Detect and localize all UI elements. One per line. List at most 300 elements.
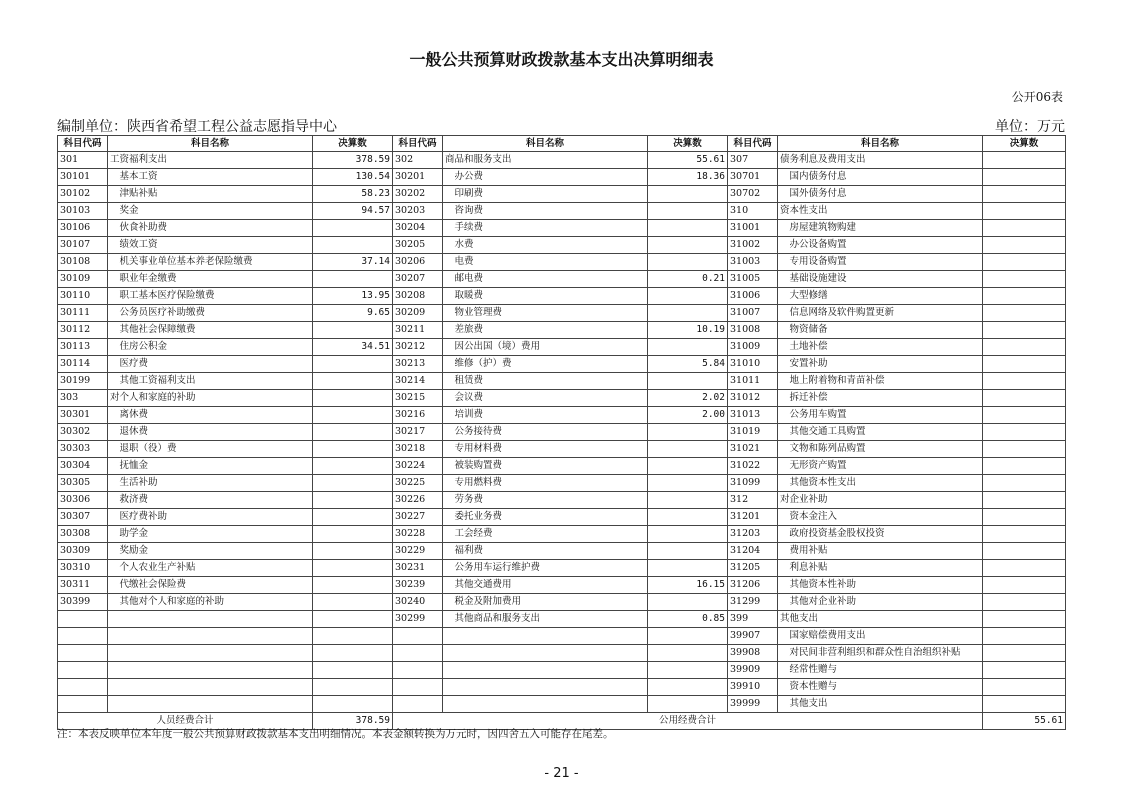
table-row	[58, 390, 1066, 407]
amount-cell	[313, 679, 393, 696]
amount-cell: 10.19	[648, 322, 728, 339]
name-cell	[443, 628, 648, 645]
amount-cell	[648, 526, 728, 543]
code-cell: 31010	[728, 356, 778, 373]
name-cell: 邮电费	[443, 271, 648, 288]
name-cell: 伙食补助费	[108, 220, 313, 237]
code-cell: 310	[728, 203, 778, 220]
code-cell: 30305	[58, 475, 108, 492]
code-cell: 30206	[393, 254, 443, 271]
table-number: 公开06表	[1011, 90, 1063, 104]
name-cell: 咨询费	[443, 203, 648, 220]
name-cell: 国内债务付息	[778, 169, 983, 186]
amount-cell	[983, 322, 1066, 339]
amount-cell	[648, 288, 728, 305]
name-cell: 个人农业生产补贴	[108, 560, 313, 577]
name-cell: 工会经费	[443, 526, 648, 543]
amount-cell: 130.54	[313, 169, 393, 186]
code-cell	[393, 696, 443, 713]
name-cell: 公务员医疗补助缴费	[108, 305, 313, 322]
name-cell: 其他对企业补助	[778, 594, 983, 611]
code-cell: 30301	[58, 407, 108, 424]
name-cell	[443, 696, 648, 713]
name-cell: 经常性赠与	[778, 662, 983, 679]
amount-cell	[983, 237, 1066, 254]
amount-cell	[983, 271, 1066, 288]
code-cell: 30306	[58, 492, 108, 509]
amount-cell: 13.95	[313, 288, 393, 305]
code-cell: 31002	[728, 237, 778, 254]
name-cell: 机关事业单位基本养老保险缴费	[108, 254, 313, 271]
name-cell: 其他支出	[778, 696, 983, 713]
amount-cell	[983, 152, 1066, 169]
amount-cell	[983, 339, 1066, 356]
amount-cell: 0.21	[648, 271, 728, 288]
code-cell: 31003	[728, 254, 778, 271]
code-cell: 39907	[728, 628, 778, 645]
code-cell: 307	[728, 152, 778, 169]
page-title: 一般公共预算财政拨款基本支出决算明细表	[409, 50, 714, 69]
code-cell: 30101	[58, 169, 108, 186]
amount-cell	[313, 356, 393, 373]
column-header: 科目代码	[728, 136, 778, 152]
amount-cell	[983, 356, 1066, 373]
name-cell: 公务用车运行维护费	[443, 560, 648, 577]
amount-cell	[983, 220, 1066, 237]
code-cell: 30702	[728, 186, 778, 203]
code-cell: 39909	[728, 662, 778, 679]
amount-cell: 378.59	[313, 152, 393, 169]
table-row	[58, 322, 1066, 339]
name-cell: 抚恤金	[108, 458, 313, 475]
amount-cell	[648, 441, 728, 458]
amount-cell	[648, 645, 728, 662]
table-row	[58, 220, 1066, 237]
code-cell: 39908	[728, 645, 778, 662]
code-cell: 30201	[393, 169, 443, 186]
column-header: 科目名称	[108, 136, 313, 152]
name-cell: 债务利息及费用支出	[778, 152, 983, 169]
amount-cell	[983, 288, 1066, 305]
unit-label: 单位：万元	[995, 119, 1065, 135]
code-cell: 30229	[393, 543, 443, 560]
amount-cell	[983, 305, 1066, 322]
code-cell: 30113	[58, 339, 108, 356]
public-total-label: 公用经费合计	[393, 713, 983, 730]
column-header: 科目代码	[393, 136, 443, 152]
amount-cell	[983, 186, 1066, 203]
name-cell: 电费	[443, 254, 648, 271]
name-cell: 国家赔偿费用支出	[778, 628, 983, 645]
code-cell: 30211	[393, 322, 443, 339]
code-cell: 30227	[393, 509, 443, 526]
code-cell: 30207	[393, 271, 443, 288]
code-cell: 30106	[58, 220, 108, 237]
code-cell: 30217	[393, 424, 443, 441]
amount-cell	[983, 662, 1066, 679]
amount-cell: 34.51	[313, 339, 393, 356]
name-cell: 津贴补贴	[108, 186, 313, 203]
code-cell: 39999	[728, 696, 778, 713]
table-row	[58, 594, 1066, 611]
code-cell: 30311	[58, 577, 108, 594]
name-cell	[443, 662, 648, 679]
amount-cell	[648, 560, 728, 577]
table-row	[58, 475, 1066, 492]
amount-cell	[648, 373, 728, 390]
code-cell: 30307	[58, 509, 108, 526]
name-cell: 印刷费	[443, 186, 648, 203]
table-row	[58, 628, 1066, 645]
name-cell: 救济费	[108, 492, 313, 509]
name-cell: 其他交通费用	[443, 577, 648, 594]
code-cell: 31021	[728, 441, 778, 458]
code-cell: 30309	[58, 543, 108, 560]
name-cell: 对个人和家庭的补助	[108, 390, 313, 407]
code-cell	[393, 628, 443, 645]
code-cell: 30212	[393, 339, 443, 356]
name-cell: 基本工资	[108, 169, 313, 186]
amount-cell	[983, 543, 1066, 560]
org-label: 编制单位：陕西省希望工程公益志愿指导中心	[57, 119, 337, 135]
name-cell	[108, 679, 313, 696]
code-cell: 30109	[58, 271, 108, 288]
amount-cell	[983, 577, 1066, 594]
code-cell: 30110	[58, 288, 108, 305]
amount-cell: 94.57	[313, 203, 393, 220]
amount-cell	[648, 475, 728, 492]
name-cell: 公务接待费	[443, 424, 648, 441]
amount-cell	[313, 237, 393, 254]
column-header: 科目名称	[443, 136, 648, 152]
name-cell	[443, 645, 648, 662]
code-cell: 30399	[58, 594, 108, 611]
name-cell: 物资储备	[778, 322, 983, 339]
amount-cell	[983, 373, 1066, 390]
amount-cell	[313, 662, 393, 679]
amount-cell: 2.00	[648, 407, 728, 424]
amount-cell	[983, 407, 1066, 424]
code-cell: 30239	[393, 577, 443, 594]
table-row	[58, 254, 1066, 271]
amount-cell	[648, 339, 728, 356]
name-cell: 其他资本性补助	[778, 577, 983, 594]
amount-cell	[313, 611, 393, 628]
name-cell: 其他交通工具购置	[778, 424, 983, 441]
code-cell: 30208	[393, 288, 443, 305]
amount-cell	[983, 390, 1066, 407]
table-row	[58, 288, 1066, 305]
amount-cell	[983, 611, 1066, 628]
amount-cell	[648, 509, 728, 526]
amount-cell	[983, 560, 1066, 577]
code-cell	[58, 679, 108, 696]
amount-cell	[313, 509, 393, 526]
amount-cell	[313, 696, 393, 713]
table-row	[58, 543, 1066, 560]
name-cell: 其他工资福利支出	[108, 373, 313, 390]
amount-cell: 18.36	[648, 169, 728, 186]
name-cell: 资本性支出	[778, 203, 983, 220]
amount-cell	[983, 441, 1066, 458]
table-row	[58, 441, 1066, 458]
code-cell: 30302	[58, 424, 108, 441]
amount-cell: 55.61	[648, 152, 728, 169]
name-cell: 水费	[443, 237, 648, 254]
amount-cell	[313, 458, 393, 475]
table-row	[58, 679, 1066, 696]
name-cell: 其他商品和服务支出	[443, 611, 648, 628]
code-cell	[58, 611, 108, 628]
name-cell: 物业管理费	[443, 305, 648, 322]
code-cell: 30215	[393, 390, 443, 407]
amount-cell	[313, 628, 393, 645]
code-cell: 30111	[58, 305, 108, 322]
name-cell: 其他支出	[778, 611, 983, 628]
page-number: - 21 -	[544, 766, 579, 781]
amount-cell	[313, 645, 393, 662]
amount-cell: 16.15	[648, 577, 728, 594]
name-cell: 租赁费	[443, 373, 648, 390]
code-cell	[393, 645, 443, 662]
amount-cell: 9.65	[313, 305, 393, 322]
code-cell: 31009	[728, 339, 778, 356]
code-cell: 31201	[728, 509, 778, 526]
name-cell: 对企业补助	[778, 492, 983, 509]
code-cell	[393, 679, 443, 696]
table-row	[58, 662, 1066, 679]
amount-cell	[648, 628, 728, 645]
name-cell: 大型修缮	[778, 288, 983, 305]
amount-cell	[648, 305, 728, 322]
name-cell: 手续费	[443, 220, 648, 237]
table-row	[58, 186, 1066, 203]
table-row	[58, 645, 1066, 662]
amount-cell	[313, 322, 393, 339]
amount-cell	[983, 475, 1066, 492]
name-cell: 离休费	[108, 407, 313, 424]
table-row	[58, 203, 1066, 220]
code-cell	[393, 662, 443, 679]
code-cell	[58, 696, 108, 713]
column-header: 决算数	[983, 136, 1066, 152]
code-cell: 31203	[728, 526, 778, 543]
amount-cell: 0.85	[648, 611, 728, 628]
table-row	[58, 577, 1066, 594]
code-cell: 30310	[58, 560, 108, 577]
column-header: 决算数	[313, 136, 393, 152]
table-row	[58, 339, 1066, 356]
column-header: 科目代码	[58, 136, 108, 152]
name-cell: 因公出国（境）费用	[443, 339, 648, 356]
amount-cell	[983, 169, 1066, 186]
name-cell: 医疗费	[108, 356, 313, 373]
code-cell: 30114	[58, 356, 108, 373]
name-cell: 专用材料费	[443, 441, 648, 458]
amount-cell	[313, 577, 393, 594]
table-row	[58, 356, 1066, 373]
amount-cell	[648, 696, 728, 713]
code-cell: 30112	[58, 322, 108, 339]
name-cell: 职工基本医疗保险缴费	[108, 288, 313, 305]
code-cell: 30225	[393, 475, 443, 492]
code-cell	[58, 662, 108, 679]
name-cell: 奖励金	[108, 543, 313, 560]
personnel-total-label: 人员经费合计	[58, 713, 313, 730]
name-cell: 奖金	[108, 203, 313, 220]
expenditure-detail-table	[57, 135, 1066, 730]
amount-cell	[313, 220, 393, 237]
code-cell: 31022	[728, 458, 778, 475]
code-cell: 31204	[728, 543, 778, 560]
code-cell: 303	[58, 390, 108, 407]
code-cell: 30205	[393, 237, 443, 254]
name-cell: 文物和陈列品购置	[778, 441, 983, 458]
code-cell: 31099	[728, 475, 778, 492]
code-cell: 31008	[728, 322, 778, 339]
code-cell: 31299	[728, 594, 778, 611]
public-total-value: 55.61	[983, 713, 1066, 730]
amount-cell	[648, 254, 728, 271]
code-cell: 30213	[393, 356, 443, 373]
name-cell: 拆迁补偿	[778, 390, 983, 407]
name-cell: 专用设备购置	[778, 254, 983, 271]
name-cell: 其他资本性支出	[778, 475, 983, 492]
table-row	[58, 611, 1066, 628]
name-cell: 差旅费	[443, 322, 648, 339]
table-row	[58, 169, 1066, 186]
name-cell: 无形资产购置	[778, 458, 983, 475]
code-cell: 30203	[393, 203, 443, 220]
name-cell: 对民间非营利组织和群众性自治组织补贴	[778, 645, 983, 662]
code-cell: 31006	[728, 288, 778, 305]
amount-cell	[313, 373, 393, 390]
amount-cell	[983, 526, 1066, 543]
code-cell: 39910	[728, 679, 778, 696]
table-row	[58, 152, 1066, 169]
name-cell: 国外债务付息	[778, 186, 983, 203]
code-cell: 30701	[728, 169, 778, 186]
name-cell: 被装购置费	[443, 458, 648, 475]
amount-cell	[648, 220, 728, 237]
name-cell: 会议费	[443, 390, 648, 407]
code-cell: 31011	[728, 373, 778, 390]
name-cell: 土地补偿	[778, 339, 983, 356]
name-cell: 安置补助	[778, 356, 983, 373]
code-cell: 30304	[58, 458, 108, 475]
code-cell: 30228	[393, 526, 443, 543]
name-cell: 政府投资基金股权投资	[778, 526, 983, 543]
table-row	[58, 373, 1066, 390]
code-cell: 312	[728, 492, 778, 509]
name-cell: 地上附着物和青苗补偿	[778, 373, 983, 390]
code-cell: 31001	[728, 220, 778, 237]
amount-cell	[983, 254, 1066, 271]
name-cell: 退休费	[108, 424, 313, 441]
amount-cell: 37.14	[313, 254, 393, 271]
code-cell: 31019	[728, 424, 778, 441]
code-cell: 399	[728, 611, 778, 628]
amount-cell	[983, 594, 1066, 611]
amount-cell	[313, 526, 393, 543]
table-body	[58, 152, 1066, 713]
code-cell: 30103	[58, 203, 108, 220]
name-cell: 办公费	[443, 169, 648, 186]
name-cell: 商品和服务支出	[443, 152, 648, 169]
code-cell: 30199	[58, 373, 108, 390]
amount-cell	[983, 458, 1066, 475]
amount-cell	[648, 186, 728, 203]
amount-cell: 5.84	[648, 356, 728, 373]
column-header: 科目名称	[778, 136, 983, 152]
amount-cell	[313, 390, 393, 407]
amount-cell	[313, 543, 393, 560]
amount-cell	[648, 237, 728, 254]
amount-cell	[648, 543, 728, 560]
name-cell: 维修（护）费	[443, 356, 648, 373]
amount-cell	[983, 424, 1066, 441]
name-cell: 住房公积金	[108, 339, 313, 356]
code-cell: 301	[58, 152, 108, 169]
table-row	[58, 509, 1066, 526]
name-cell: 费用补贴	[778, 543, 983, 560]
table-row	[58, 407, 1066, 424]
amount-cell	[983, 492, 1066, 509]
amount-cell: 2.02	[648, 390, 728, 407]
code-cell: 30102	[58, 186, 108, 203]
code-cell: 30218	[393, 441, 443, 458]
name-cell: 税金及附加费用	[443, 594, 648, 611]
amount-cell	[313, 560, 393, 577]
name-cell: 代缴社会保险费	[108, 577, 313, 594]
amount-cell	[313, 271, 393, 288]
table-row	[58, 560, 1066, 577]
amount-cell	[313, 407, 393, 424]
code-cell: 30216	[393, 407, 443, 424]
name-cell: 利息补贴	[778, 560, 983, 577]
name-cell	[108, 628, 313, 645]
amount-cell	[983, 679, 1066, 696]
code-cell: 30240	[393, 594, 443, 611]
name-cell: 工资福利支出	[108, 152, 313, 169]
name-cell	[108, 696, 313, 713]
code-cell: 30299	[393, 611, 443, 628]
name-cell: 生活补助	[108, 475, 313, 492]
amount-cell	[648, 492, 728, 509]
name-cell: 助学金	[108, 526, 313, 543]
name-cell: 信息网络及软件购置更新	[778, 305, 983, 322]
code-cell	[58, 628, 108, 645]
table-row	[58, 526, 1066, 543]
code-cell: 31012	[728, 390, 778, 407]
name-cell: 专用燃料费	[443, 475, 648, 492]
name-cell: 其他对个人和家庭的补助	[108, 594, 313, 611]
column-header: 决算数	[648, 136, 728, 152]
amount-cell	[983, 628, 1066, 645]
code-cell: 31205	[728, 560, 778, 577]
amount-cell	[313, 492, 393, 509]
amount-cell	[648, 679, 728, 696]
amount-cell: 58.23	[313, 186, 393, 203]
code-cell: 31005	[728, 271, 778, 288]
table-row	[58, 696, 1066, 713]
code-cell: 30202	[393, 186, 443, 203]
footnote: 注：本表反映单位本年度一般公共预算财政拨款基本支出明细情况。本表金额转换为万元时，因四舍五入可能存在尾差。	[57, 728, 614, 740]
name-cell: 劳务费	[443, 492, 648, 509]
name-cell	[108, 645, 313, 662]
table-row	[58, 458, 1066, 475]
table-row	[58, 271, 1066, 288]
